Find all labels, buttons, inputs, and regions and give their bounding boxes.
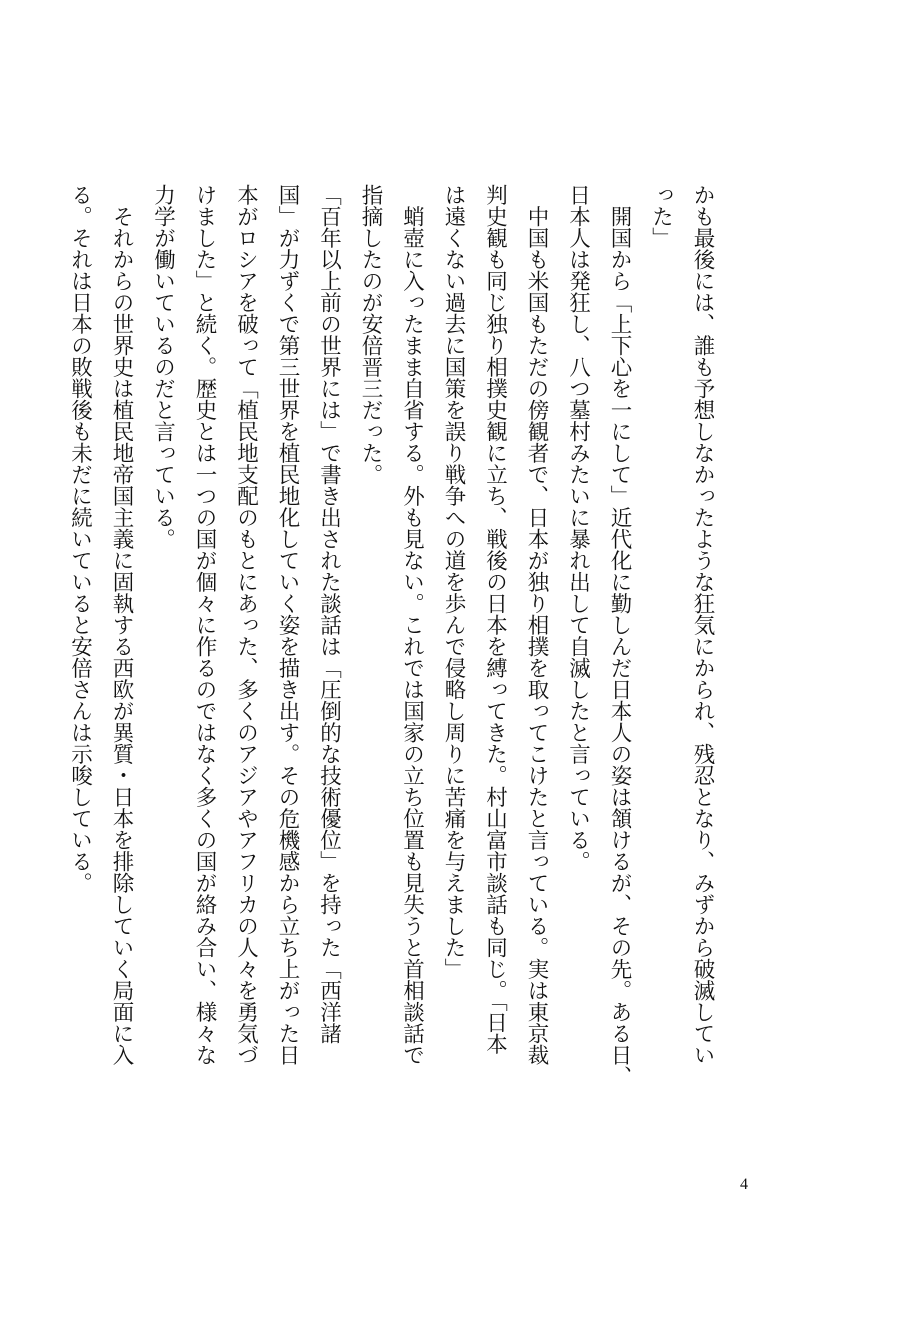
text-line-12: 本がロシアを破って「植民地支配のもとにあった、多くのアジアやアフリカの人々を勇気づ <box>233 184 259 1066</box>
text-line-16: る。それは日本の敗戦後も未だに続いていると安倍さんは示唆している。 <box>67 184 93 894</box>
text-line-2: った」 <box>648 184 674 249</box>
text-line-11: 国」が力ずくで第三世界を植民地化していく姿を描き出す。その危機感から立ち上がった日 <box>275 184 300 1066</box>
text-line-15: それからの世界史は植民地帝国主義に固執する西欧が異質・日本を排除していく局面に入 <box>109 184 134 1066</box>
text-line-13: けました」と続く。歴史とは一つの国が個々に作るのではなく多くの国が絡み合い、様々な <box>192 184 217 1066</box>
text-line-8: 蛸壺に入ったまま自省する。外も見ない。これでは国家の立ち位置も見失うと首相談話で <box>399 184 425 1066</box>
text-line-4: 日本人は発狂し、八つ墓村みたいに暴れ出して自滅したと言っている。 <box>565 184 591 872</box>
text-line-6: 判史観も同じ独り相撲史観に立ち、戦後の日本を縛ってきた。村山富市談話も同じ。「日本 <box>482 184 508 1055</box>
text-line-5: 中国も米国もただの傍観者で、日本が独り相撲を取ってこけたと言っている。実は東京裁 <box>524 184 549 1066</box>
text-line-10: 「百年以上前の世界には」で書き出された談話は「圧倒的な技術優位」を持った「西洋諸 <box>316 184 342 1044</box>
text-line-9: 指摘したのが安倍晋三だった。 <box>358 184 383 485</box>
text-line-3: 開国から「上下心を一にして」近代化に勤しんだ日本人の姿は頷けるが、その先。ある日、 <box>607 184 632 1087</box>
text-line-7: は遠くない過去に国策を誤り戦争への道を歩んで侵略し周りに苦痛を与えました」 <box>441 184 466 980</box>
body-text <box>59 184 723 1087</box>
text-line-14: 力学が働いているのだと言っている。 <box>150 184 176 550</box>
text-line-1: かも最後には、誰も予想しなかったような狂気にかられ、残忍となり、みずから破滅してい <box>690 184 715 1066</box>
page-number: 4 <box>740 1176 748 1193</box>
